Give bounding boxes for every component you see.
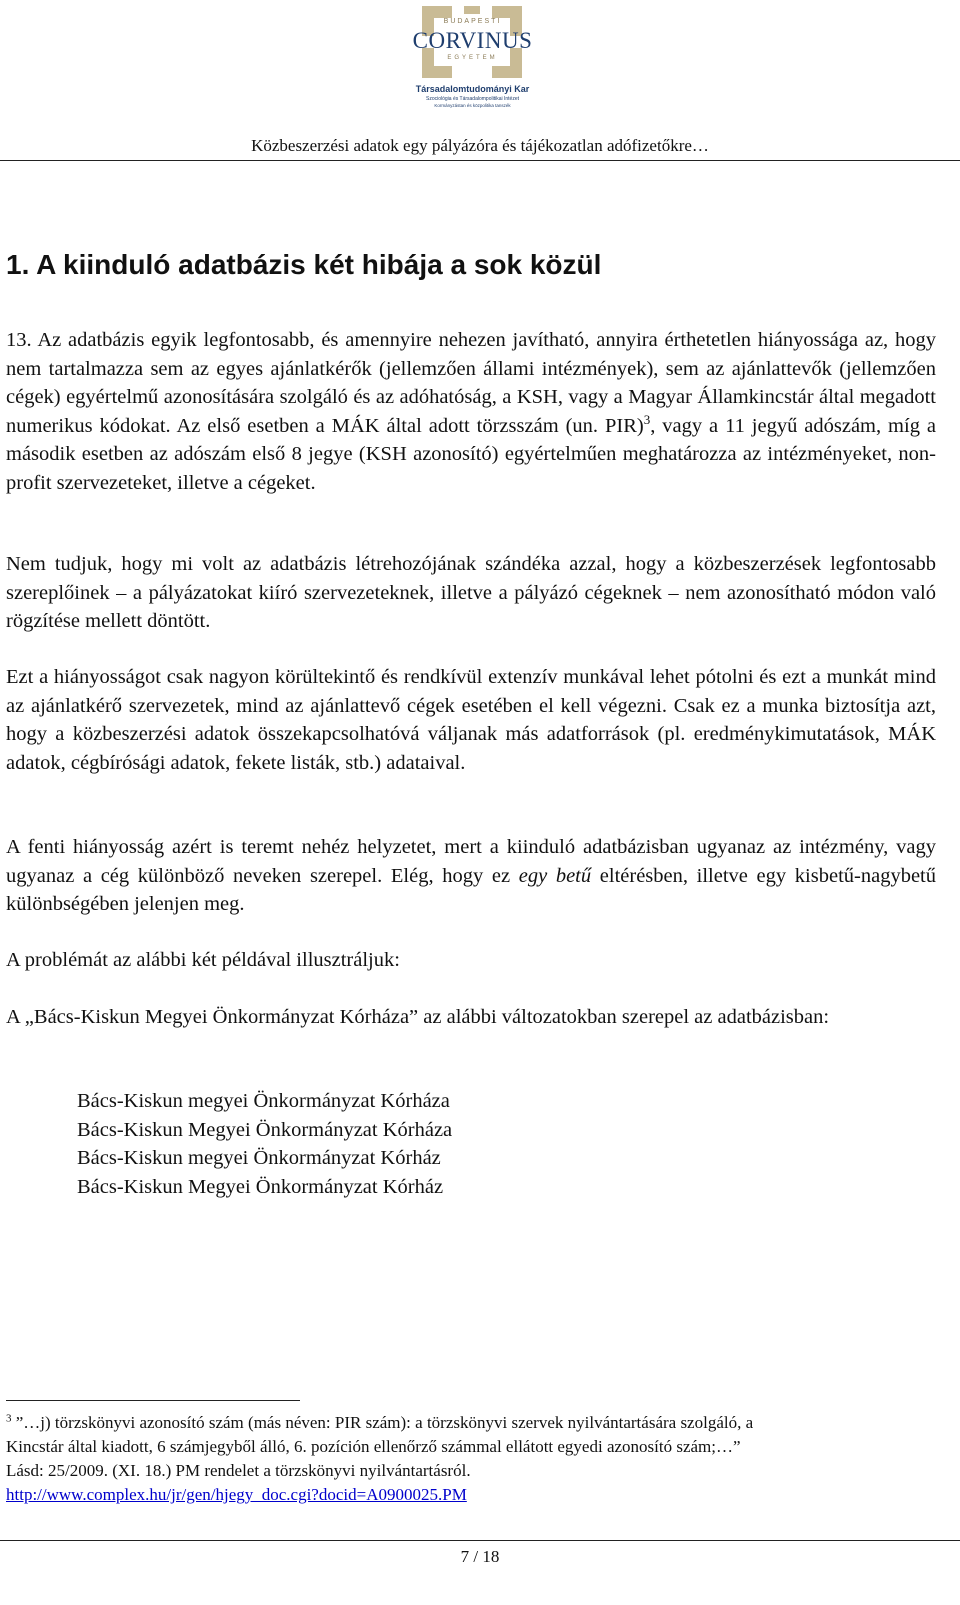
paragraph-13 bbox=[6, 326, 936, 497]
running-header: Közbeszerzési adatok egy pályázóra és tájékozatlan adófizetőkre… bbox=[251, 136, 709, 155]
footnote bbox=[6, 1411, 936, 1507]
footnote-line-1-text: ”…j) törzskönyvi azonosító szám (más néven: PIR szám): a törzskönyvi szervek nyilvántartására szolgáló, a bbox=[11, 1413, 754, 1432]
paragraph-5: A problémát az alábbi két példával illusztráljuk: bbox=[6, 949, 400, 971]
paragraph-6: A „Bács-Kiskun Megyei Önkormányzat Kórháza” az alábbi változatokban szerepel az adatbázisban: bbox=[6, 1006, 830, 1028]
logo-name: CORVINUS bbox=[412, 28, 533, 53]
paragraph-4-emphasis: egy betű bbox=[518, 864, 592, 887]
paragraph-4 bbox=[6, 833, 936, 919]
footnote-divider bbox=[6, 1400, 300, 1401]
list-item: Bács-Kiskun megyei Önkormányzat Kórháza bbox=[77, 1090, 450, 1112]
logo-top-text: BUDAPESTI bbox=[443, 18, 502, 25]
logo-institute: Szociológia és Társadalompolitikai Intézet bbox=[425, 96, 519, 102]
paragraph-13-text-a: 13. Az adatbázis egyik legfontosabb, és amennyire nehezen javítható, annyira érthetetlen hiányossága az, hogy nem tartalmazza sem az egyes ajánlatkérők (jellemzően állami intézmények), sem az ajánlattevők (jellemzően cégek) egyértelmű azonosítására szolgáló és az adóhatóság, a KSH, vagy a Magyar Államkincstár által megadott numerikus kódokat. Az első esetben a MÁK által adott törzsszám (un. PIR) bbox=[6, 329, 936, 437]
list-item: Bács-Kiskun Megyei Önkormányzat Kórháza bbox=[77, 1118, 453, 1141]
footnote-ref[interactable]: 3 bbox=[643, 411, 651, 427]
logo-sub-text: EGYETEM bbox=[447, 55, 498, 61]
logo-faculty: Társadalomtudományi Kar bbox=[415, 84, 530, 94]
footnote-line-4 bbox=[6, 1483, 936, 1507]
footer-divider bbox=[0, 1540, 960, 1541]
name-variants-list bbox=[77, 1087, 452, 1201]
paragraph-4-text-a: A fenti hiányosság azért is teremt nehéz helyzetet, mert a kiinduló adatbázisban ugyanaz az intézmény, vagy ugyanaz a cég különböző neveken szerepel. Elég, hogy ez bbox=[6, 836, 936, 887]
paragraph-2: Nem tudjuk, hogy mi volt az adatbázis létrehozójának szándéka azzal, hogy a közbeszerzések legfontosabb szereplőinek – a pályázatokat kiíró szervezeteknek, illetve a pályázó cégeknek – nem azonosítható módon való rögzítése mellett döntött. bbox=[6, 553, 936, 632]
logo-department: Kormányzástan és közpolitika tanszék bbox=[434, 103, 511, 108]
list-item: Bács-Kiskun Megyei Önkormányzat Kórház bbox=[77, 1175, 444, 1198]
page-number: 7 / 18 bbox=[460, 1547, 500, 1566]
paragraph-13-text-b: , vagy a 11 jegyű adószám, míg a második esetben az adószám első 8 jegye (KSH azonosító) egyértelműen meghatározza az intézményeket, non-profit szervezeteket, illetve a cégeket. bbox=[6, 414, 936, 494]
footnote-link[interactable]: http://www.complex.hu/jr/gen/hjegy_doc.cgi?docid=A0900025.PM bbox=[6, 1485, 467, 1504]
footnote-line-1 bbox=[6, 1411, 936, 1435]
paragraph-3: Ezt a hiányosságot csak nagyon körültekintő és rendkívül extenzív munkával lehet pótolni és ezt a munkát mind az ajánlatkérő szervezetek, mind az ajánlattevő cégek esetében el kell végezni. Csak ez a munka biztosítja azt, hogy a közbeszerzési adatok összekapcsolhatóvá váljanak más adatforrások (pl. eredménykimutatások, MÁK adatok, cégbírósági adatok, fekete listák, stb.) adataival. bbox=[6, 666, 936, 774]
corvinus-logo bbox=[410, 4, 535, 110]
header-divider bbox=[0, 160, 960, 161]
paragraph-4-text-b: eltérésben, illetve egy kisbetű-nagybetű különbségében jelenjen meg. bbox=[6, 864, 936, 915]
footnote-line-2: Kincstár által kiadott, 6 számjegyből álló, 6. pozíción ellenőrző számmal ellátott egyedi azonosító szám;…” bbox=[6, 1437, 741, 1456]
section-heading: 1. A kiinduló adatbázis két hibája a sok közül bbox=[6, 249, 602, 280]
list-item: Bács-Kiskun megyei Önkormányzat Kórház bbox=[77, 1147, 441, 1169]
footnote-number: 3 bbox=[6, 1412, 12, 1425]
footnote-line-3: Lásd: 25/2009. (XI. 18.) PM rendelet a törzskönyvi nyilvántartásról. bbox=[6, 1461, 471, 1480]
